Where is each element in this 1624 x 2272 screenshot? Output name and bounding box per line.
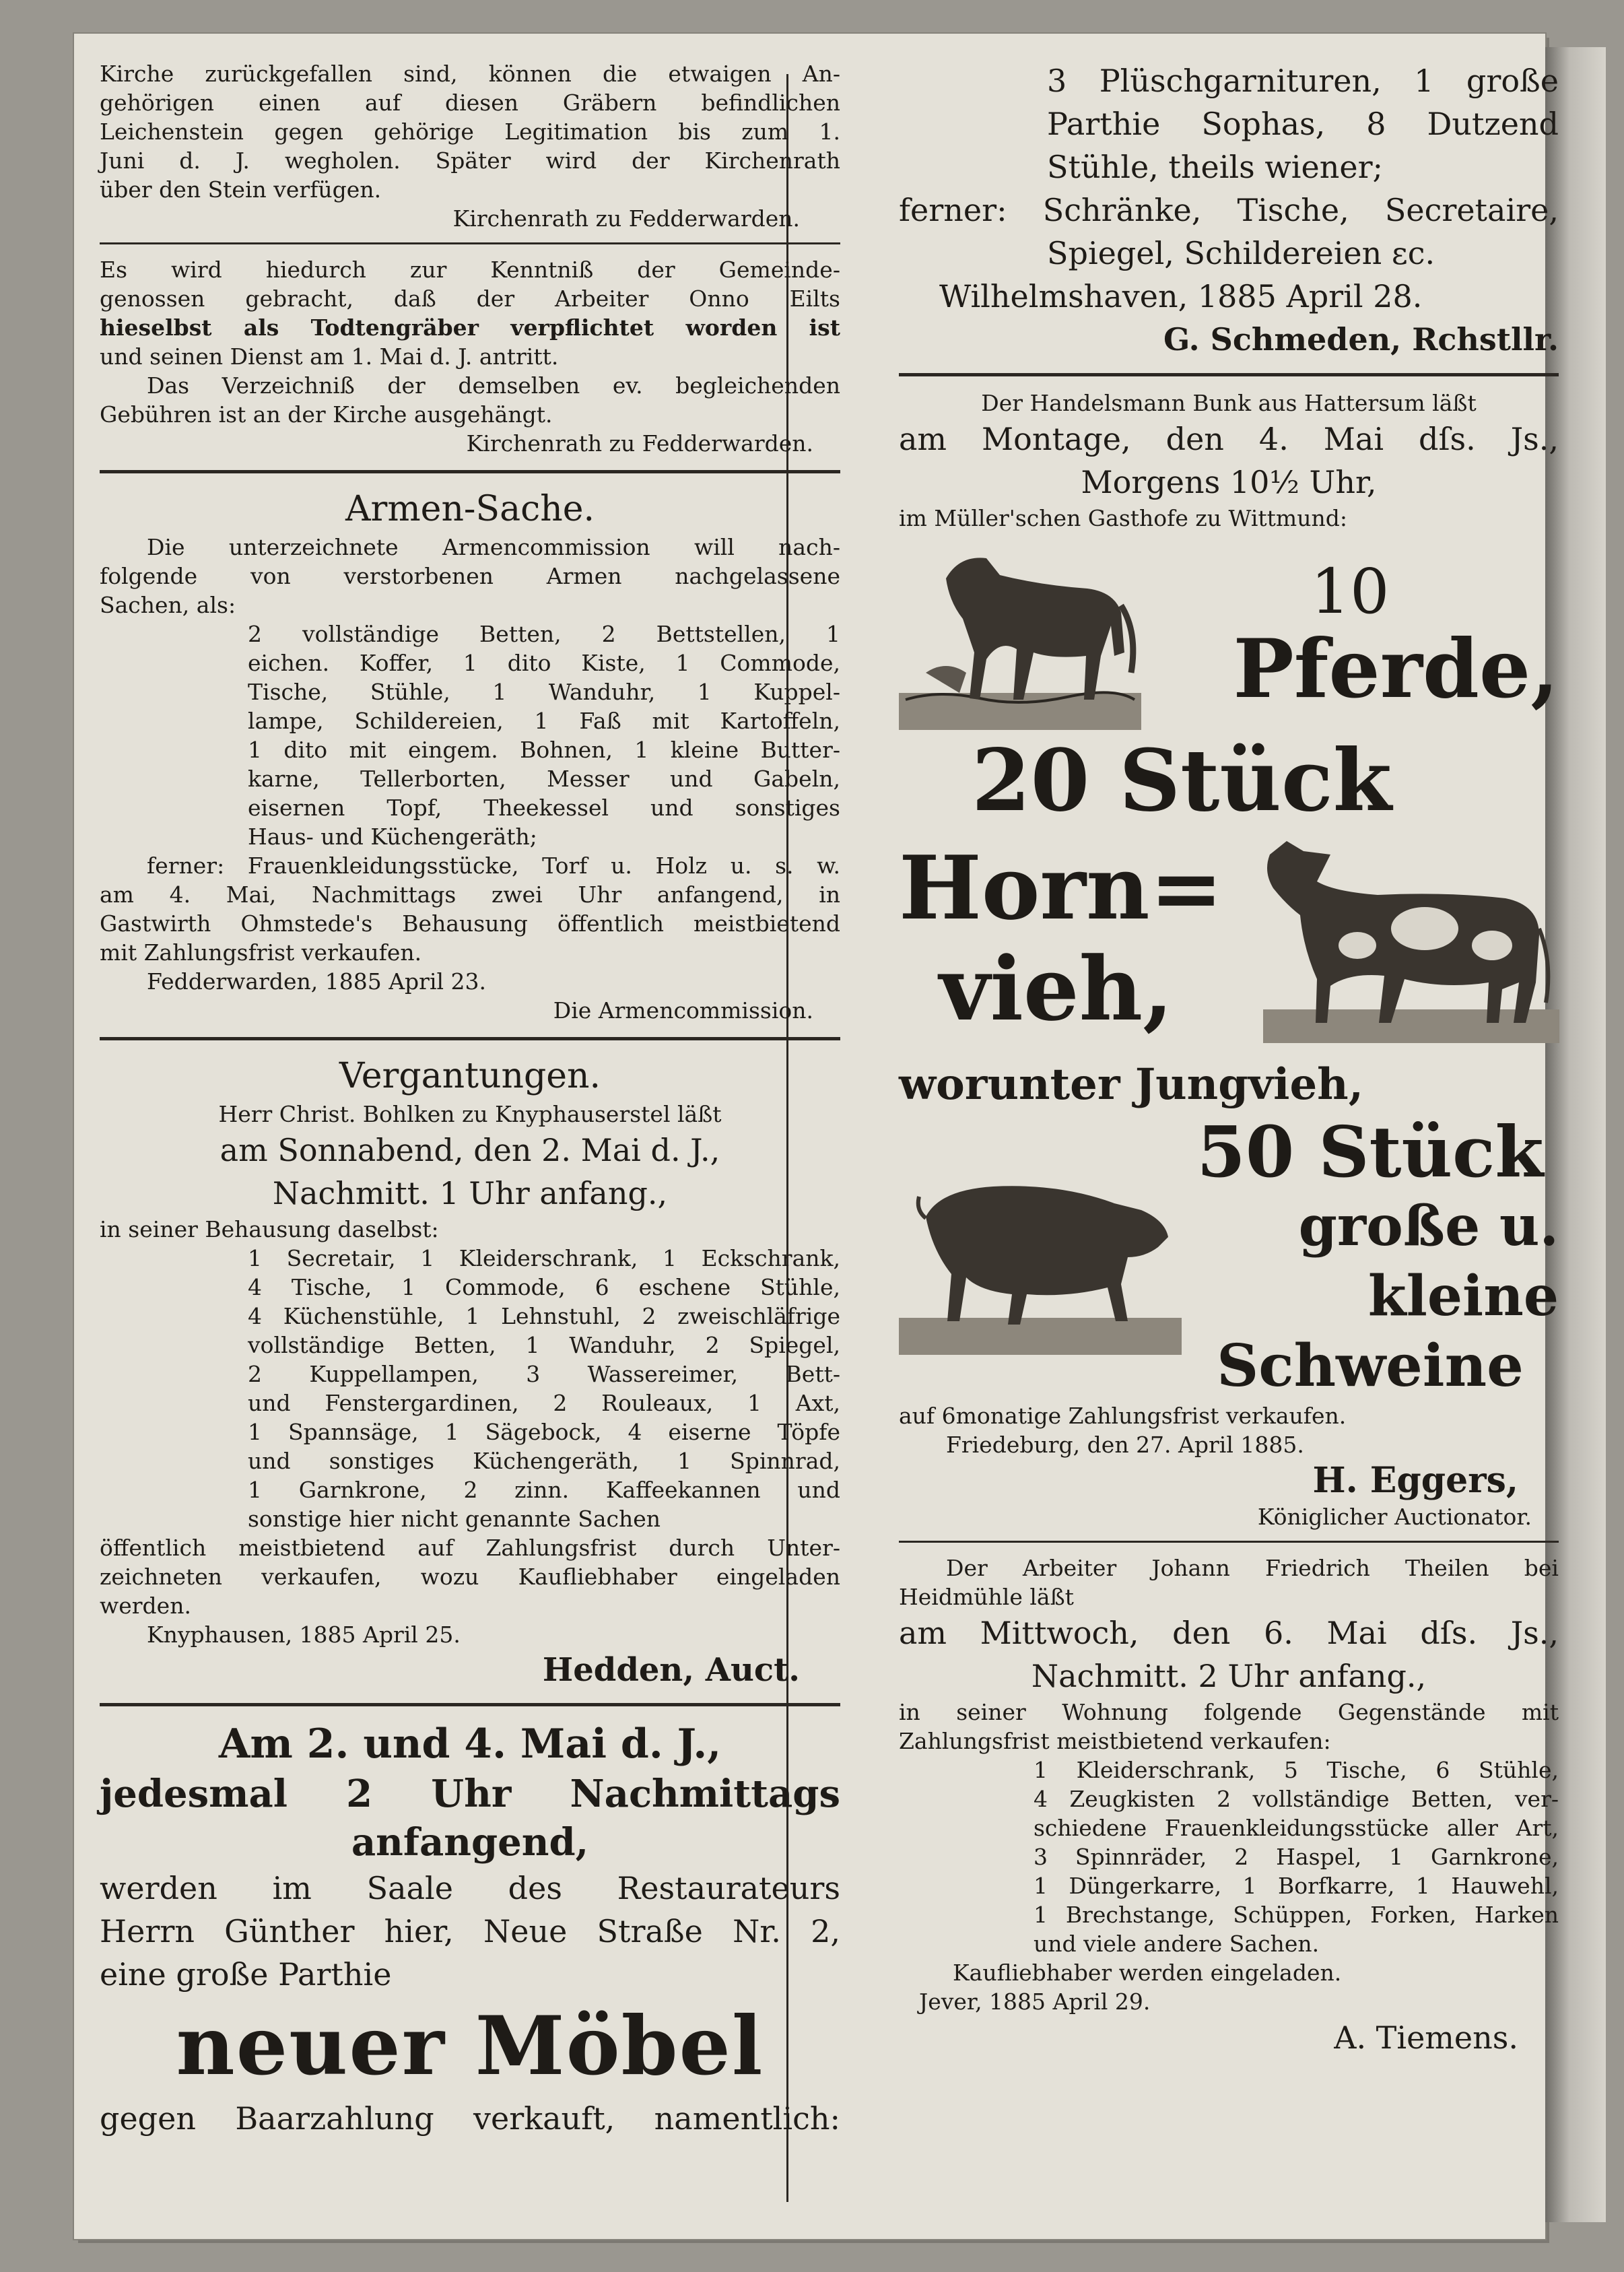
text-line: in seiner Wohnung folgende Gegenstände mit (899, 1699, 1559, 1725)
pig-woodcut-icon (899, 1156, 1182, 1358)
moebel-ad-continued (899, 59, 1559, 361)
text-line: zeichneten verkaufen, wozu Kaufliebhaber eingeladen (100, 1564, 840, 1590)
list-item: 1 Düngerkarre, 1 Borfkarre, 1 Hauwehl, (1034, 1873, 1559, 1899)
list-item: eichen. Koffer, 1 dito Kiste, 1 Commode, (248, 650, 840, 676)
cattle-text (899, 838, 1223, 1040)
text-line: und seinen Dienst am 1. Mai d. J. antritt. (100, 343, 559, 370)
list-item: 2 vollständige Betten, 2 Bettstellen, 1 (248, 621, 840, 647)
section-heading: Vergantungen. (339, 1056, 601, 1096)
sale-time: Nachmitt. 1 Uhr anfang., (272, 1175, 668, 1211)
list-item: vollständige Betten, 1 Wanduhr, 2 Spiegel, (248, 1332, 840, 1358)
animal-label: große u. kleine (1298, 1194, 1559, 1329)
list-item: und Fenstergardinen, 2 Rouleaux, 1 Axt, (248, 1390, 840, 1416)
text-line: Leichenstein gegen gehörige Legitimation bis zum 1. (100, 119, 840, 145)
pig-row (899, 1110, 1559, 1401)
text-line: genossen gebracht, daß der Arbeiter Onno Eilts (100, 286, 840, 312)
horse-woodcut-icon (899, 538, 1141, 733)
signature: A. Tiemens. (1334, 2019, 1518, 2056)
ad-headline: Am 2. und 4. Mai d. J., (218, 1720, 722, 1768)
list-item: und sonstiges Küchengeräth, 1 Spinnrad, (248, 1448, 840, 1474)
list-item: karne, Tellerborten, Messer und Gabeln, (248, 766, 840, 792)
list-item: und viele andere Sachen. (1034, 1931, 1320, 1957)
right-column (899, 59, 1559, 2059)
signature-title: Königlicher Auctionator. (1257, 1504, 1532, 1530)
subheading: worunter Jungvieh, (899, 1059, 1363, 1110)
animal-label: Horn= (899, 836, 1223, 939)
sale-time: Nachmitt. 2 Uhr anfang., (1031, 1658, 1427, 1694)
text-line: Gastwirth Ohmstede's Behausung öffentlich meistbietend (100, 910, 840, 937)
text-line: 3 Plüschgarnituren, 1 große (1047, 63, 1559, 99)
left-column (100, 59, 840, 2140)
divider (100, 1037, 840, 1040)
text-line: über den Stein verfügen. (100, 176, 382, 203)
divider (100, 242, 840, 244)
sale-date: am Sonnabend, den 2. Mai d. J., (219, 1132, 720, 1168)
text-line: Sachen, als: (100, 592, 236, 618)
text-line: werden. (100, 1593, 191, 1619)
text-line: Parthie Sophas, 8 Dutzend (1047, 106, 1559, 142)
theilen-auction-ad (899, 1553, 1559, 2059)
text-line: auf 6monatige Zahlungsfrist verkaufen. (899, 1403, 1347, 1429)
animal-label: vieh, (939, 937, 1174, 1040)
sale-date: am Mittwoch, den 6. Mai dſs. Js., (899, 1615, 1559, 1651)
sale-time: Morgens 10½ Uhr, (1081, 464, 1377, 500)
sale-date: am Montage, den 4. Mai dſs. Js., (899, 421, 1559, 457)
divider (899, 373, 1559, 376)
list-item: sonstige hier nicht genannte Sachen (248, 1506, 661, 1532)
text-line: Gebühren ist an der Kirche ausgehängt. (100, 401, 553, 428)
moebel-ad (100, 1718, 840, 2140)
list-item: 1 Brechstange, Schüppen, Forken, Harken (1034, 1902, 1559, 1928)
text-line: Der Arbeiter Johann Friedrich Theilen bei (946, 1555, 1559, 1581)
cow-woodcut-icon (1223, 828, 1559, 1050)
animal-label: Schweine (1217, 1332, 1524, 1400)
text-line: eine große Parthie (100, 1956, 392, 1993)
signature: G. Schmeden, Rchstllr. (1163, 321, 1559, 358)
list-item: 4 Küchenstühle, 1 Lehnstuhl, 2 zweischläfrige (248, 1303, 840, 1329)
church-notice (100, 59, 840, 233)
ad-display-text: neuer Möbel (176, 1999, 764, 2094)
bunk-auction-ad (899, 389, 1559, 1531)
list-item: 1 dito mit eingem. Bohnen, 1 kleine Butter- (248, 737, 840, 763)
text-line: Herrn Günther hier, Neue Straße Nr. 2, (100, 1913, 840, 1949)
date-line: Knyphausen, 1885 April 25. (147, 1622, 461, 1648)
text-line: Die unterzeichnete Armencommission will nach- (147, 534, 840, 560)
date-line: Friedeburg, den 27. April 1885. (946, 1432, 1304, 1458)
divider (100, 1703, 840, 1706)
list-item: eisernen Topf, Theekessel und sonstiges (248, 795, 840, 821)
text-line: werden im Saale des Restaurateurs (100, 1870, 840, 1906)
list-item: 3 Spinnräder, 2 Haspel, 1 Garnkrone, (1034, 1844, 1559, 1870)
vergantungen (100, 1053, 840, 1691)
text-line: Kirche zurückgefallen sind, können die etwaigen An- (100, 61, 840, 87)
date-line: Fedderwarden, 1885 April 23. (147, 968, 487, 995)
list-item: 4 Tische, 1 Commode, 6 eschene Stühle, (248, 1274, 840, 1300)
text-line: Juni d. J. wegholen. Später wird der Kirchenrath (100, 147, 840, 174)
ad-headline: jedesmal 2 Uhr Nachmittags (100, 1772, 840, 1816)
text-line: Stühle, theils wiener; (1047, 149, 1384, 185)
pig-text (1182, 1110, 1559, 1401)
section-heading: Armen-Sache. (345, 489, 595, 529)
list-item: schiedene Frauenkleidungsstücke aller Art, (1034, 1815, 1559, 1841)
text-line: Heidmühle läßt (899, 1584, 1074, 1610)
text-line: Es wird hiedurch zur Kenntniß der Gemeinde- (100, 257, 840, 283)
list-item: 2 Kuppellampen, 3 Wassereimer, Bett- (248, 1361, 840, 1387)
armen-sache (100, 486, 840, 1025)
text-line: am 4. Mai, Nachmittags zwei Uhr anfangend, in (100, 881, 840, 908)
count-label: 20 Stück (971, 731, 1392, 830)
text-line: Kaufliebhaber werden eingeladen. (953, 1960, 1342, 1986)
signature: Kirchenrath zu Fedderwarden. (466, 430, 813, 457)
text-line: Das Verzeichniß der demselben ev. begleichenden (147, 372, 840, 399)
list-item: Haus- und Küchengeräth; (248, 824, 537, 850)
text-line: ferner: Schränke, Tische, Secretaire, (899, 192, 1559, 228)
list-item: 4 Zeugkisten 2 vollständige Betten, ver- (1034, 1786, 1559, 1812)
ad-headline: anfangend, (351, 1820, 589, 1865)
list-item: 1 Spannsäge, 1 Sägebock, 4 eiserne Töpfe (248, 1419, 840, 1445)
list-item: 1 Kleiderschrank, 5 Tische, 6 Stühle, (1034, 1757, 1559, 1783)
list-item: 1 Garnkrone, 2 zinn. Kaffeekannen und (248, 1477, 840, 1503)
horse-row (899, 538, 1559, 733)
signature: Die Armencommission. (553, 997, 813, 1024)
list-item: lampe, Schildereien, 1 Faß mit Kartoffeln, (248, 708, 840, 734)
count-label: 50 Stück (1196, 1110, 1544, 1193)
gravedigger-notice (100, 255, 840, 458)
animal-label: Pferde, (1233, 622, 1559, 716)
text-line: gehörigen einen auf diesen Gräbern befindlichen (100, 90, 840, 116)
text-line: in seiner Behausung daselbst: (100, 1216, 439, 1242)
text-line: im Müller'schen Gasthofe zu Wittmund: (899, 505, 1347, 531)
text-line: hieselbst als Todtengräber verpflichtet worden ist (100, 314, 840, 341)
text-line: folgende von verstorbenen Armen nachgelassene (100, 563, 840, 589)
date-line: Wilhelmshaven, 1885 April 28. (939, 278, 1423, 314)
text-line: mit Zahlungsfrist verkaufen. (100, 939, 422, 966)
divider (899, 1541, 1559, 1543)
signature: H. Eggers, (1312, 1460, 1518, 1501)
list-item: 1 Secretair, 1 Kleiderschrank, 1 Eckschrank, (248, 1245, 840, 1271)
cattle-row (899, 828, 1559, 1050)
horse-text (1141, 556, 1559, 716)
divider (100, 470, 840, 473)
text-line: Herr Christ. Bohlken zu Knyphauserstel läßt (218, 1101, 722, 1127)
text-line: öffentlich meistbietend auf Zahlungsfrist durch Unter- (100, 1535, 840, 1561)
signature: Kirchenrath zu Fedderwarden. (452, 205, 800, 232)
text-line: ferner: Frauenkleidungsstücke, Torf u. Holz u. s. w. (147, 853, 840, 879)
text-line: gegen Baarzahlung verkauft, namentlich: (100, 2100, 840, 2137)
count-label: 10 (1310, 556, 1390, 628)
text-line: Der Handelsmann Bunk aus Hattersum läßt (981, 390, 1477, 416)
list-item: Tische, Stühle, 1 Wanduhr, 1 Kuppel- (248, 679, 840, 705)
text-line: Zahlungsfrist meistbietend verkaufen: (899, 1728, 1331, 1754)
date-line: Jever, 1885 April 29. (919, 1989, 1151, 2015)
text-line: Spiegel, Schildereien ɛc. (1047, 235, 1435, 271)
signature: Hedden, Auct. (542, 1651, 800, 1689)
